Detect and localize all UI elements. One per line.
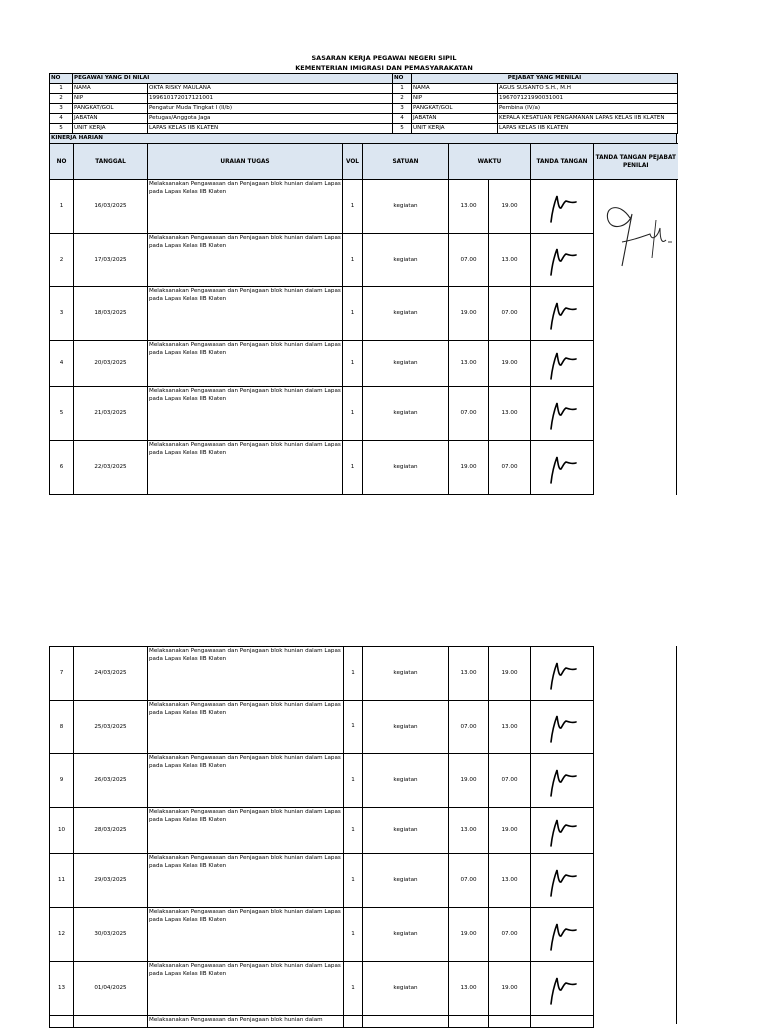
- row-satuan: [363, 1016, 449, 1028]
- row-waktu-mulai: 13.00: [449, 647, 489, 701]
- row-waktu-mulai: 07.00: [449, 854, 489, 908]
- row-signature: [531, 808, 594, 854]
- row-uraian: [148, 441, 343, 495]
- page2-right-border: [676, 646, 677, 1024]
- row-tanggal: 30/03/2025: [74, 908, 148, 962]
- row-tanggal: 20/03/2025: [74, 341, 148, 387]
- table-row: [50, 1016, 678, 1028]
- kinerja-table-page1: [49, 143, 678, 495]
- row-uraian: [148, 180, 343, 234]
- row-uraian-text-box: [148, 854, 344, 907]
- row-no: 4: [50, 341, 74, 387]
- identity-no: 1: [393, 84, 412, 94]
- pejabat-heading: PEJABAT YANG MENILAI: [412, 74, 678, 84]
- uraian-split: [148, 808, 362, 853]
- pejabat-value: 196707121990031001: [498, 94, 678, 104]
- row-vol: 1: [351, 930, 355, 937]
- identity-row: [50, 124, 678, 134]
- pegawai-value: LAPAS KELAS IIB KLATEN: [148, 124, 393, 134]
- row-uraian-text: Melaksanakan Pengawasan dan Penjagaan blok hunian dalam Lapas pada Lapas Kelas IIB Klaten: [149, 342, 341, 356]
- pejabat-value: Pembina (IV/a): [498, 104, 678, 114]
- row-waktu-selesai: 19.00: [489, 180, 531, 234]
- row-uraian: [148, 647, 363, 701]
- identity-no: 4: [50, 114, 73, 124]
- row-no: 13: [50, 962, 74, 1016]
- row-waktu-selesai: 13.00: [489, 387, 531, 441]
- row-signature: [531, 647, 594, 701]
- row-pejabat-signature: [594, 908, 678, 962]
- identity-table: [49, 73, 678, 134]
- table-row: [50, 341, 678, 387]
- pegawai-heading: PEGAWAI YANG DI NILAI: [73, 74, 393, 84]
- table-row: [50, 647, 678, 701]
- row-vol: 1: [351, 723, 355, 730]
- row-waktu-mulai: 13.00: [449, 962, 489, 1016]
- row-waktu-selesai: 19.00: [489, 647, 531, 701]
- row-tanggal: 24/03/2025: [74, 647, 148, 701]
- row-vol: 1: [351, 669, 355, 676]
- identity-no-header: NO: [50, 74, 73, 84]
- row-waktu-selesai: 19.00: [489, 962, 531, 1016]
- identity-no: 5: [50, 124, 73, 134]
- row-uraian-text: Melaksanakan Pengawasan dan Penjagaan blok hunian dalam Lapas pada Lapas Kelas IIB Klaten: [149, 855, 341, 869]
- row-pejabat-signature: [594, 387, 678, 441]
- row-vol: 1: [351, 776, 355, 783]
- uraian-split: [148, 854, 362, 907]
- col-vol-header: VOL: [343, 144, 363, 180]
- identity-no: 1: [50, 84, 73, 94]
- row-uraian-text: Melaksanakan Pengawasan dan Penjagaan blok hunian dalam Lapas pada Lapas Kelas IIB Klaten: [149, 288, 341, 302]
- row-uraian-text: Melaksanakan Pengawasan dan Penjagaan blok hunian dalam Lapas pada Lapas Kelas IIB Klaten: [149, 702, 341, 716]
- row-uraian-text-box: [148, 808, 344, 853]
- row-no: 12: [50, 908, 74, 962]
- row-waktu-selesai: 07.00: [489, 754, 531, 808]
- row-no: 10: [50, 808, 74, 854]
- row-tanggal: 17/03/2025: [74, 234, 148, 287]
- table-row: [50, 387, 678, 441]
- row-satuan: kegiatan: [363, 180, 449, 234]
- row-uraian: [148, 962, 363, 1016]
- identity-no: 5: [393, 124, 412, 134]
- row-tanggal: 22/03/2025: [74, 441, 148, 495]
- col-tanggal-header: TANGGAL: [74, 144, 148, 180]
- row-waktu-selesai: 13.00: [489, 701, 531, 754]
- row-tanggal: 28/03/2025: [74, 808, 148, 854]
- row-pejabat-signature: [594, 962, 678, 1016]
- row-satuan: kegiatan: [363, 908, 449, 962]
- row-no: 2: [50, 234, 74, 287]
- row-signature: [531, 387, 594, 441]
- pejabat-signature: [600, 192, 678, 270]
- row-no: 8: [50, 701, 74, 754]
- paraf-signature: [545, 971, 579, 1007]
- row-tanggal: 21/03/2025: [74, 387, 148, 441]
- row-uraian: [148, 754, 363, 808]
- table-row: [50, 234, 678, 287]
- row-satuan: kegiatan: [363, 701, 449, 754]
- row-satuan: kegiatan: [363, 387, 449, 441]
- paraf-signature: [545, 296, 579, 332]
- row-signature: [531, 441, 594, 495]
- row-uraian-text-box: [148, 908, 344, 961]
- row-vol: 1: [343, 387, 363, 441]
- identity-label: JABATAN: [73, 114, 148, 124]
- document-title: SASARAN KERJA PEGAWAI NEGERI SIPIL: [311, 54, 457, 62]
- identity-row: [50, 94, 678, 104]
- identity-label: NAMA: [412, 84, 498, 94]
- table-row: [50, 962, 678, 1016]
- row-no: 11: [50, 854, 74, 908]
- identity-label: NIP: [412, 94, 498, 104]
- row-no: 7: [50, 647, 74, 701]
- row-pejabat-signature: [594, 341, 678, 387]
- row-vol: 1: [351, 876, 355, 883]
- row-signature: [531, 180, 594, 234]
- col-waktu-header: WAKTU: [449, 144, 531, 180]
- row-waktu-mulai: 19.00: [449, 287, 489, 341]
- uraian-split: [148, 754, 362, 807]
- table-row: [50, 908, 678, 962]
- row-waktu-mulai: 19.00: [449, 441, 489, 495]
- paraf-signature: [545, 917, 579, 953]
- row-satuan: kegiatan: [363, 962, 449, 1016]
- pegawai-value: Petugas/Anggota Jaga: [148, 114, 393, 124]
- row-waktu-selesai: 13.00: [489, 854, 531, 908]
- pegawai-value: Pengatur Muda Tingkat I (II/b): [148, 104, 393, 114]
- row-uraian: [148, 1016, 363, 1028]
- row-pejabat-signature: [594, 854, 678, 908]
- row-tanggal: 29/03/2025: [74, 854, 148, 908]
- row-uraian: [148, 701, 363, 754]
- row-uraian: [148, 341, 343, 387]
- row-uraian-text: Melaksanakan Pengawasan dan Penjagaan blok hunian dalam Lapas pada Lapas Kelas IIB Klaten: [149, 963, 341, 977]
- row-uraian-text: Melaksanakan Pengawasan dan Penjagaan blok hunian dalam Lapas pada Lapas Kelas IIB Klaten: [149, 442, 341, 456]
- row-no: 3: [50, 287, 74, 341]
- row-uraian: [148, 854, 363, 908]
- row-tanggal: 26/03/2025: [74, 754, 148, 808]
- identity-no: 2: [393, 94, 412, 104]
- identity-no-header: NO: [393, 74, 412, 84]
- row-uraian-text: Melaksanakan Pengawasan dan Penjagaan blok hunian dalam Lapas pada Lapas Kelas IIB Klaten: [149, 909, 341, 923]
- row-waktu-mulai: 07.00: [449, 701, 489, 754]
- row-waktu-mulai: 13.00: [449, 808, 489, 854]
- row-uraian: [148, 287, 343, 341]
- col-ttd-header: TANDA TANGAN: [531, 144, 594, 180]
- pejabat-value: KEPALA KESATUAN PENGAMANAN LAPAS KELAS IIB KLATEN: [498, 114, 678, 124]
- row-uraian-text-box: [148, 701, 344, 753]
- identity-row: [50, 114, 678, 124]
- identity-label: UNIT KERJA: [73, 124, 148, 134]
- row-signature: [531, 341, 594, 387]
- row-pejabat-signature: [594, 287, 678, 341]
- row-signature: [531, 962, 594, 1016]
- row-tanggal: 01/04/2025: [74, 962, 148, 1016]
- table-row: [50, 287, 678, 341]
- row-satuan: kegiatan: [363, 234, 449, 287]
- row-vol: 1: [351, 984, 355, 991]
- pegawai-value: 199610172017121001: [148, 94, 393, 104]
- row-vol: [344, 1016, 362, 1027]
- row-vol: 1: [343, 287, 363, 341]
- row-waktu-mulai: [449, 1016, 489, 1028]
- row-waktu-mulai: 07.00: [449, 387, 489, 441]
- row-uraian-text: Melaksanakan Pengawasan dan Penjagaan blok hunian dalam Lapas pada Lapas Kelas IIB Klaten: [149, 388, 341, 402]
- identity-no: 3: [393, 104, 412, 114]
- identity-label: PANGKAT/GOL: [73, 104, 148, 114]
- row-uraian-text-box: [148, 647, 344, 700]
- uraian-split: [148, 908, 362, 961]
- paraf-signature: [545, 863, 579, 899]
- row-waktu-mulai: 13.00: [449, 341, 489, 387]
- uraian-split: [148, 647, 362, 700]
- paraf-signature: [545, 709, 579, 745]
- kinerja-label-table: [49, 133, 677, 143]
- identity-label: NAMA: [73, 84, 148, 94]
- identity-no: 3: [50, 104, 73, 114]
- row-signature: [531, 234, 594, 287]
- row-uraian: [148, 387, 343, 441]
- table-row: [50, 854, 678, 908]
- row-pejabat-signature: [594, 647, 678, 701]
- row-uraian-text: Melaksanakan Pengawasan dan Penjagaan blok hunian dalam Lapas pada Lapas Kelas IIB Klaten: [149, 235, 341, 249]
- row-waktu-selesai: 19.00: [489, 341, 531, 387]
- row-pejabat-signature: [594, 1016, 678, 1028]
- row-waktu-selesai: 07.00: [489, 908, 531, 962]
- row-signature: [531, 287, 594, 341]
- paraf-signature: [545, 189, 579, 225]
- row-satuan: kegiatan: [363, 647, 449, 701]
- row-satuan: kegiatan: [363, 341, 449, 387]
- row-no: 6: [50, 441, 74, 495]
- row-no: [50, 1016, 74, 1028]
- row-no: 9: [50, 754, 74, 808]
- row-satuan: kegiatan: [363, 808, 449, 854]
- table-row: [50, 180, 678, 234]
- document-subtitle: KEMENTERIAN IMIGRASI DAN PEMASYARAKATAN: [295, 64, 473, 72]
- row-uraian: [148, 234, 343, 287]
- row-waktu-mulai: 13.00: [449, 180, 489, 234]
- paraf-signature: [545, 346, 579, 382]
- row-waktu-selesai: 13.00: [489, 234, 531, 287]
- uraian-split: [148, 701, 362, 753]
- table-row: [50, 701, 678, 754]
- row-satuan: kegiatan: [363, 441, 449, 495]
- pegawai-value: OKTA RISKY MAULANA: [148, 84, 393, 94]
- col-satuan-header: SATUAN: [363, 144, 449, 180]
- pejabat-value: AGUS SUSANTO S.H., M.H: [498, 84, 678, 94]
- table-row: [50, 808, 678, 854]
- row-uraian-text: Melaksanakan Pengawasan dan Penjagaan blok hunian dalam Lapas pada Lapas Kelas IIB Klaten: [149, 755, 341, 769]
- identity-label: PANGKAT/GOL: [412, 104, 498, 114]
- paraf-signature: [545, 396, 579, 432]
- kinerja-table-page2: [49, 646, 678, 1028]
- table-row: [50, 754, 678, 808]
- row-vol: 1: [343, 341, 363, 387]
- row-uraian-text-box: [148, 754, 344, 807]
- col-ttd-pejabat-header: TANDA TANGAN PEJABAT PENILAI: [594, 144, 678, 180]
- kinerja-section-label: KINERJA HARIAN: [50, 134, 677, 144]
- row-uraian-text-box: [148, 962, 344, 1015]
- identity-label: JABATAN: [412, 114, 498, 124]
- row-no: 5: [50, 387, 74, 441]
- identity-no: 4: [393, 114, 412, 124]
- row-pejabat-signature: [594, 701, 678, 754]
- row-vol: 1: [351, 826, 355, 833]
- identity-label: UNIT KERJA: [412, 124, 498, 134]
- row-vol: 1: [343, 441, 363, 495]
- pejabat-value: LAPAS KELAS IIB KLATEN: [498, 124, 678, 134]
- row-satuan: kegiatan: [363, 287, 449, 341]
- row-waktu-selesai: 19.00: [489, 808, 531, 854]
- row-uraian-text-box: [148, 1016, 344, 1027]
- identity-row: [50, 84, 678, 94]
- row-no: 1: [50, 180, 74, 234]
- row-signature: [531, 908, 594, 962]
- paraf-signature: [545, 656, 579, 692]
- col-uraian-header: URAIAN TUGAS: [148, 144, 343, 180]
- row-uraian-text: Melaksanakan Pengawasan dan Penjagaan blok hunian dalam: [149, 1017, 323, 1023]
- row-pejabat-signature: [594, 808, 678, 854]
- row-uraian-text: Melaksanakan Pengawasan dan Penjagaan blok hunian dalam Lapas pada Lapas Kelas IIB Klaten: [149, 809, 341, 823]
- row-uraian: [148, 908, 363, 962]
- identity-row: [50, 104, 678, 114]
- identity-no: 2: [50, 94, 73, 104]
- row-waktu-mulai: 19.00: [449, 754, 489, 808]
- uraian-split: [148, 962, 362, 1015]
- uraian-split: [148, 1016, 362, 1027]
- row-pejabat-signature: [594, 754, 678, 808]
- row-tanggal: 25/03/2025: [74, 701, 148, 754]
- row-vol: 1: [343, 180, 363, 234]
- paraf-signature: [545, 763, 579, 799]
- row-signature: [531, 701, 594, 754]
- paraf-signature: [545, 242, 579, 278]
- row-waktu-selesai: 07.00: [489, 441, 531, 495]
- row-signature: [531, 1016, 594, 1028]
- row-tanggal: 18/03/2025: [74, 287, 148, 341]
- table-row: [50, 441, 678, 495]
- row-waktu-mulai: 19.00: [449, 908, 489, 962]
- row-waktu-selesai: 07.00: [489, 287, 531, 341]
- row-tanggal: [74, 1016, 148, 1028]
- row-waktu-mulai: 07.00: [449, 234, 489, 287]
- row-satuan: kegiatan: [363, 854, 449, 908]
- row-signature: [531, 854, 594, 908]
- row-signature: [531, 754, 594, 808]
- col-no-header: NO: [50, 144, 74, 180]
- row-waktu-selesai: [489, 1016, 531, 1028]
- row-uraian-text: Melaksanakan Pengawasan dan Penjagaan blok hunian dalam Lapas pada Lapas Kelas IIB Klaten: [149, 648, 341, 662]
- paraf-signature: [545, 450, 579, 486]
- row-uraian: [148, 808, 363, 854]
- row-tanggal: 16/03/2025: [74, 180, 148, 234]
- row-vol: 1: [343, 234, 363, 287]
- page1-right-border: [676, 179, 677, 495]
- identity-label: NIP: [73, 94, 148, 104]
- row-uraian-text: Melaksanakan Pengawasan dan Penjagaan blok hunian dalam Lapas pada Lapas Kelas IIB Klaten: [149, 181, 341, 195]
- paraf-signature: [545, 813, 579, 849]
- row-satuan: kegiatan: [363, 754, 449, 808]
- row-pejabat-signature: [594, 441, 678, 495]
